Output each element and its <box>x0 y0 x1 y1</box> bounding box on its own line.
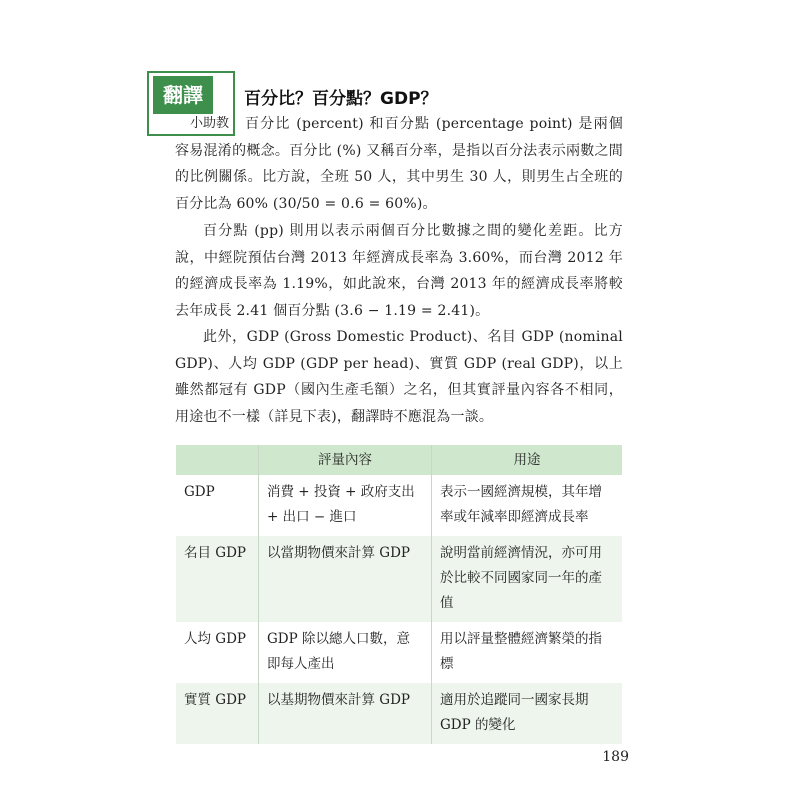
table-row <box>176 622 622 683</box>
table-row <box>176 536 622 622</box>
row-term: 人均 GDP <box>176 622 259 683</box>
row-usage: 適用於追蹤同一國家長期 GDP 的變化 <box>432 683 623 744</box>
table-header-row <box>176 445 622 475</box>
row-measurement: 以當期物價來計算 GDP <box>259 536 432 622</box>
gdp-comparison-table <box>176 445 622 744</box>
paragraph-percent: 百分比 (percent) 和百分點 (percentage point) 是兩個容易混淆的概念。百分比 (%) 又稱百分率，是指以百分法表示兩數之間的比例關係。比方說，全班 50 人，其中男生 30 人，則男生占全班的百分比為 60% (30/50 = 0.6 = 60%)。 <box>175 116 623 212</box>
header-cell-measurement: 評量內容 <box>259 445 432 475</box>
row-usage: 表示一國經濟規模，其年增率或年減率即經濟成長率 <box>432 475 623 536</box>
row-term: GDP <box>176 475 259 536</box>
badge-main-label: 翻譯 <box>153 76 213 114</box>
page-number: 189 <box>602 749 629 765</box>
badge-sub-label: 小助教 <box>189 116 229 131</box>
paragraph-gdp-types: 此外，GDP (Gross Domestic Product)、名目 GDP (nominal GDP)、人均 GDP (GDP per head)、實質 GDP (real GDP)，以上雖然都冠有 GDP（國內生產毛額）之名，但其實評量內容各不相同，用途也不一樣（詳見下表)，翻譯時不應混為一談。 <box>175 329 623 425</box>
row-measurement: 以基期物價來計算 GDP <box>259 683 432 744</box>
row-usage: 用以評量整體經濟繁榮的指標 <box>432 622 623 683</box>
row-term: 實質 GDP <box>176 683 259 744</box>
paragraph-percentage-point: 百分點 (pp) 則用以表示兩個百分比數據之間的變化差距。比方說，中經院預估台灣 2013 年經濟成長率為 3.60%，而台灣 2012 年的經濟成長率為 1.19%，如此說來，台灣 2013 年的經濟成長率將較去年成長 2.41 個百分點 (3.6 − 1.19 = 2.41)。 <box>175 223 623 319</box>
row-measurement: 消費 + 投資 + 政府支出 + 出口 − 進口 <box>259 475 432 536</box>
header-cell-usage: 用途 <box>432 445 623 475</box>
row-measurement: GDP 除以總人口數，意即每人產出 <box>259 622 432 683</box>
table-row <box>176 475 622 536</box>
table-row <box>176 683 622 744</box>
header-cell-blank <box>176 445 259 475</box>
row-usage: 說明當前經濟情況，亦可用於比較不同國家同一年的產值 <box>432 536 623 622</box>
section-title: 百分比？百分點？GDP？ <box>244 89 438 109</box>
row-term: 名目 GDP <box>176 536 259 622</box>
